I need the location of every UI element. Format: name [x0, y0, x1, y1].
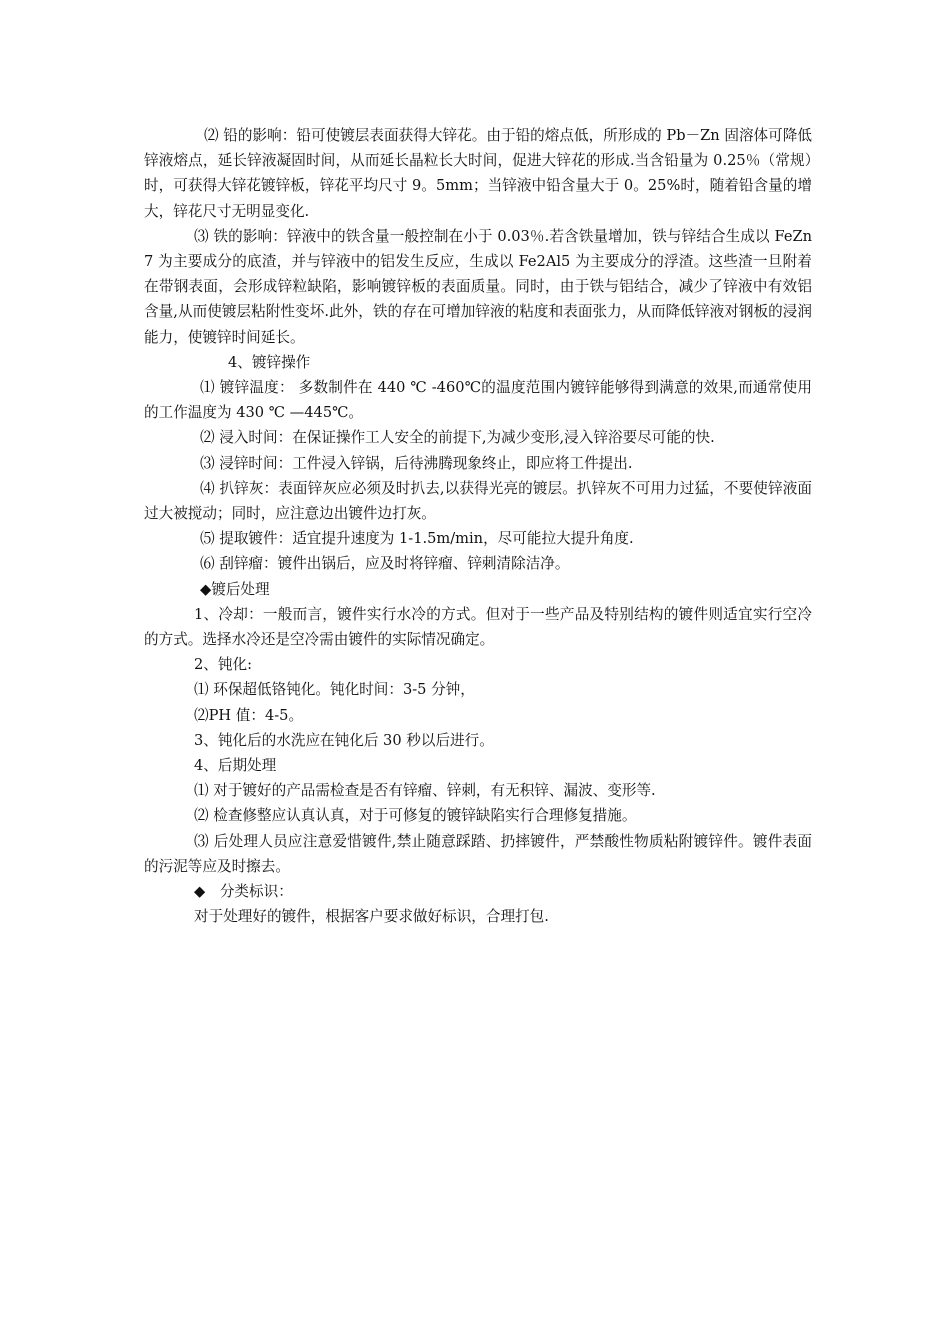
- paragraph-repair: ⑵ 检查修整应认真认真，对于可修复的镀锌缺陷实行合理修复措施。: [194, 807, 637, 825]
- paragraph-zinc-nodule-scraping: ⑹ 刮锌瘤：镀件出锅后，应及时将锌瘤、锌刺清除洁净。: [200, 555, 570, 573]
- heading-classification-marking: ◆ 分类标识：: [194, 883, 293, 901]
- paragraph-zinc-ash-removal: ⑷ 扒锌灰：表面锌灰应必须及时扒去,以获得光亮的镀层。扒锌灰不可用力过猛，不要使锌液面过大被搅动；同时，应注意边出镀件边打灰。: [144, 479, 812, 523]
- paragraph-inspection: ⑴ 对于镀好的产品需检查是否有锌瘤、锌刺，有无积锌、漏波、变形等.: [194, 782, 656, 800]
- paragraph-rinse-after-passivation: 3、钝化后的水洗应在钝化后 30 秒以后进行。: [194, 731, 494, 749]
- paragraph-passivation-ph: ⑵PH 值：4-5。: [194, 706, 304, 724]
- heading-post-treatment: ◆镀后处理: [200, 580, 270, 598]
- paragraph-passivation-chromium: ⑴ 环保超低铬钝化。钝化时间：3-5 分钟，: [194, 681, 475, 699]
- paragraph-iron-influence: ⑶ 铁的影响：锌液中的铁含量一般控制在小于 0.03％.若含铁量增加，铁与锌结合生成以 FeZn7 为主要成分的底渣，并与锌液中的铝发生反应，生成以 Fe2Al5 为主要成分的浮渣。这些渣一旦附着在带钢表面，会形成锌粒缺陷，影响镀锌板的表面质量。同时，由于铁与铝结合，减少了锌液中有效铝含量,从而使镀层粘附性变坏.此外，铁的存在可增加锌液的粘度和表面张力，从而降低锌液对钢板的浸润能力，使镀锌时间延长。: [144, 227, 812, 346]
- paragraph-cooling: 1、冷却：一般而言，镀件实行水冷的方式。但对于一些产品及特别结构的镀件则适宜实行空冷的方式。选择水冷还是空冷需由镀件的实际情况确定。: [144, 605, 812, 649]
- paragraph-galvanizing-temperature: ⑴ 镀锌温度： 多数制件在 440 ℃ -460℃的温度范围内镀锌能够得到满意的效果,而通常使用的工作温度为 430 ℃ —445℃。: [144, 379, 812, 422]
- paragraph-lead-influence: ⑵ 铅的影响：铅可使镀层表面获得大锌花。由于铅的熔点低，所形成的 Pb－Zn 固溶体可降低锌液熔点，延长锌液凝固时间，从而延长晶粒长大时间，促进大锌花的形成.当含铅量为 0.25％（常规）时，可获得大锌花镀锌板，锌花平均尺寸 9。5mm；当锌液中铅含量大于 0。25%时，随着铅含量的增大，锌花尺寸无明显变化.: [144, 127, 812, 220]
- paragraph-handling-care: ⑶ 后处理人员应注意爱惜镀件,禁止随意踩踏、扔摔镀件，严禁酸性物质粘附镀锌件。镀件表面的污泥等应及时擦去。: [144, 832, 812, 875]
- document-body: [144, 123, 812, 930]
- heading-passivation: 2、钝化:: [194, 656, 252, 674]
- heading-galvanizing-operation: 4、镀锌操作: [228, 353, 311, 371]
- heading-later-processing: 4、后期处理: [194, 757, 277, 775]
- paragraph-dipping-time: ⑶ 浸锌时间：工件浸入锌锅，后待沸腾现象终止，即应将工件提出.: [200, 454, 633, 472]
- paragraph-extraction: ⑸ 提取镀件：适宜提升速度为 1-1.5m/min，尽可能拉大提升角度.: [200, 530, 634, 548]
- paragraph-immersion-time: ⑵ 浸入时间：在保证操作工人安全的前提下,为减少变形,浸入锌浴要尽可能的快.: [200, 429, 715, 447]
- paragraph-packing: 对于处理好的镀件，根据客户要求做好标识，合理打包.: [194, 908, 549, 926]
